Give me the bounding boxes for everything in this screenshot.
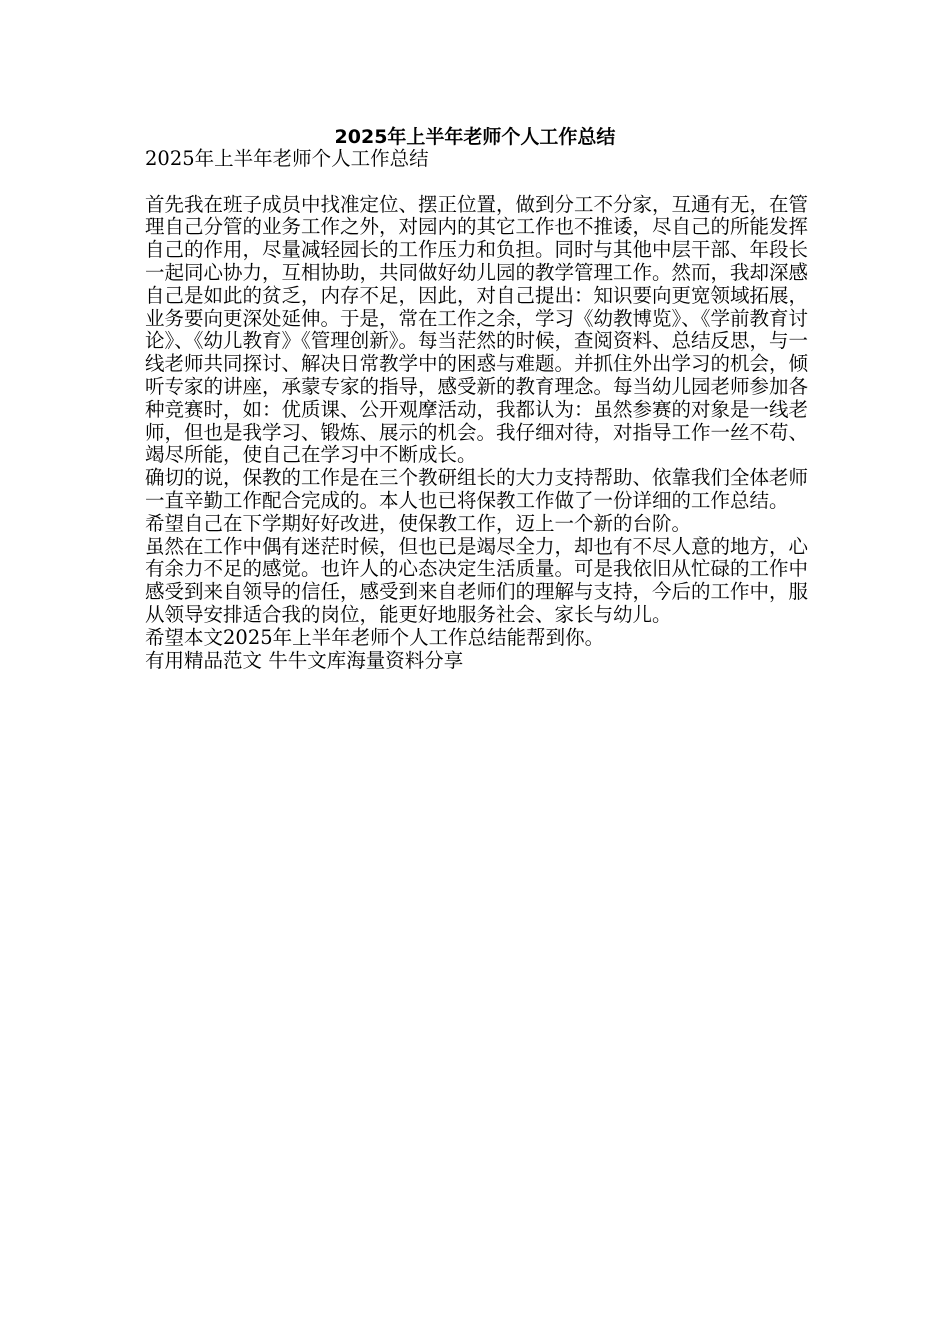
blank-line	[145, 171, 810, 194]
document-body	[145, 148, 810, 672]
footer-line: 有用精品范文 牛牛文库海量资料分享	[145, 648, 464, 672]
document-subtitle: 2025年上半年老师个人工作总结	[145, 147, 429, 170]
closing-line: 希望本文2025年上半年老师个人工作总结能帮到你。	[145, 625, 605, 649]
document-title: 2025年上半年老师个人工作总结	[334, 126, 616, 148]
paragraph: 虽然在工作中偶有迷茫时候，但也已是竭尽全力，却也有不尽人意的地方，心有余力不足的感觉。也许人的心态决定生活质量。可是我依旧从忙碌的工作中感受到来自领导的信任，感受到来自老师们的理解与支持，今后的工作中，服从领导安排适合我的岗位，能更好地服务社会、家长与幼儿。	[145, 534, 809, 626]
paragraph: 确切的说，保教的工作是在三个教研组长的大力支持帮助、依靠我们全体老师一直辛勤工作配合完成的。本人也已将保教工作做了一份详细的工作总结。	[145, 466, 809, 512]
paragraph: 希望自己在下学期好好改进，使保教工作，迈上一个新的台阶。	[145, 511, 692, 535]
paragraph: 首先我在班子成员中找准定位、摆正位置，做到分工不分家，互通有无，在管理自己分管的业务工作之外，对园内的其它工作也不推诿，尽自己的所能发挥自己的作用，尽量减轻园长的工作压力和负担。同时与其他中层干部、年段长一起同心协力，互相协助，共同做好幼儿园的教学管理工作。然而，我却深感自己是如此的贫乏，内存不足，因此，对自己提出：知识要向更宽领域拓展，业务要向更深处延伸。于是，常在工作之余，学习《幼教博览》、《学前教育讨论》、《幼儿教育》《管理创新》。每当茫然的时候，查阅资料、总结反思，与一线老师共同探讨、解决日常教学中的困惑与难题。并抓住外出学习的机会，倾听专家的讲座，承蒙专家的指导，感受新的教育理念。每当幼儿园老师参加各种竞赛时，如：优质课、公开观摩活动，我都认为：虽然参赛的对象是一线老师，但也是我学习、锻炼、展示的机会。我仔细对待，对指导工作一丝不苟、竭尽所能，使自己在学习中不断成长。	[145, 192, 809, 467]
